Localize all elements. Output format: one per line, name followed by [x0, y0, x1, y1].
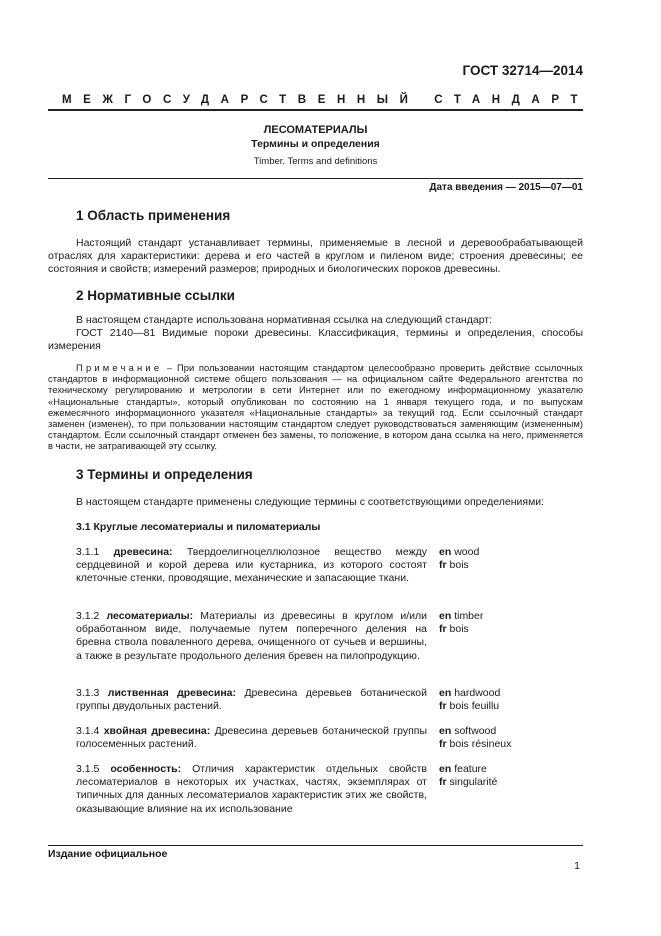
references-note — [48, 362, 583, 452]
term-name: древесина: — [113, 546, 173, 558]
term-translation-fr — [439, 776, 497, 789]
title-rule — [48, 178, 583, 179]
subsection-heading-round-timber: 3.1 Круглые лесоматериалы и пиломатериалы — [76, 521, 321, 533]
official-edition-label: Издание официальное — [48, 848, 168, 860]
term-translation-en — [439, 546, 479, 559]
term-name: особенность: — [110, 763, 182, 775]
section-heading-scope: 1 Область применения — [76, 208, 231, 223]
translation-fr: bois feuillu — [449, 700, 500, 712]
gost-number: ГОСТ 32714—2014 — [462, 63, 583, 78]
term-number: 3.1.1 — [76, 546, 100, 558]
scope-paragraph: Настоящий стандарт устанавливает термины, применяемые в лесной и деревообрабатывающей отраслях для характеристики: дерева и его частей в круглом и пиленом виде; строения древесины; ее состояния и свойств; измерений размеров; природных и биологических пороков древесины. — [48, 237, 583, 276]
term-number: 3.1.5 — [76, 763, 100, 775]
footer-rule — [48, 845, 583, 846]
terms-intro: В настоящем стандарте применены следующие термины с соответствующими определениями: — [76, 496, 545, 508]
note-text: – При пользовании настоящим стандартом целесообразно проверить действие ссылочных стандартов в информационной системе общего пользования — на официальном сайте Федерального агентства по техническому регулированию и метрологии в сети Интернет или по ежегодному информационному указателю «Национальные стандарты», который опубликован по состоянию на 1 января текущего года, и по выпускам ежемесячного информационного указателя «Национальные стандарты» за текущий год. Если ссылочный стандарт заменен (изменен), то при пользовании настоящим стандартом следует руководствоваться заменяющим (измененным) стандартом. Если ссылочный стандарт отменен без замены, то положение, в котором дана ссылка на него, применяется в части, не затрагивающей эту ссылку. — [48, 362, 583, 452]
term-name: лесоматериалы: — [106, 610, 194, 622]
lang-code-en: en — [439, 687, 452, 699]
section-heading-references: 2 Нормативные ссылки — [76, 288, 235, 303]
term-translation-fr — [439, 623, 469, 636]
term-definition: Древесина деревьев ботанической группы двудольных растений. — [76, 687, 428, 713]
term-translation-en — [439, 610, 483, 623]
lang-code-fr: fr — [439, 738, 447, 750]
translation-en: feature — [454, 763, 487, 775]
term-translation-en — [439, 725, 496, 738]
term-number: 3.1.3 — [76, 687, 100, 699]
terms-intro-line — [48, 496, 583, 509]
document-title: ЛЕСОМАТЕРИАЛЫ — [263, 124, 368, 136]
term-name: лиственная древесина: — [107, 687, 237, 699]
references-line-1 — [48, 314, 583, 327]
term-number: 3.1.4 — [76, 725, 100, 737]
term-translation-fr — [439, 700, 499, 713]
translation-en: timber — [454, 610, 484, 622]
reference-gost-2140: ГОСТ 2140—81 Видимые пороки древесины. Классификация, термины и определения, способы измерения — [48, 327, 583, 353]
lang-code-fr: fr — [439, 700, 447, 712]
document-subtitle: Термины и определения — [251, 138, 380, 150]
term-entry-softwood — [76, 725, 427, 751]
term-name: хвойная древесина: — [103, 725, 211, 737]
top-rule — [48, 109, 583, 111]
translation-en: wood — [454, 546, 480, 558]
standard-banner: МЕЖГОСУДАРСТВЕННЫЙ СТАНДАРТ — [62, 94, 590, 106]
lang-code-fr: fr — [439, 559, 447, 571]
term-definition: Твердоелигноцеллюлозное вещество между сердцевиной и корой дерева или кустарника, из которого состоят клеточные стенки, проводящие, механические и запасающие ткани. — [76, 546, 427, 585]
lang-code-en: en — [439, 610, 452, 622]
term-translation-fr — [439, 738, 511, 751]
term-definition: Древесина деревьев ботанической группы голосеменных растений. — [76, 725, 427, 751]
references-intro: В настоящем стандарте использована нормативная ссылка на следующий стандарт: — [76, 314, 493, 326]
term-translation-fr — [439, 559, 469, 572]
term-entry-feature — [76, 763, 427, 816]
lang-code-fr: fr — [439, 623, 447, 635]
introduction-date: Дата введения — 2015—07—01 — [429, 182, 583, 193]
section-scope-text — [48, 237, 583, 277]
term-number: 3.1.2 — [76, 610, 100, 622]
term-translation-en — [439, 763, 487, 776]
term-definition: Материалы из древесины в круглом и/или обработанном виде, получаемые путем поперечного деления на бревна ствола поваленного дерева, очищенного от сучьев и вершины, а также в результате продольного деления бревен на пилопродукцию. — [76, 610, 427, 662]
translation-fr: singularité — [449, 776, 498, 788]
term-entry-wood — [76, 546, 427, 586]
translation-fr: bois résineux — [449, 738, 512, 750]
term-entry-hardwood — [76, 687, 427, 713]
translation-fr: bois — [449, 623, 469, 635]
translation-fr: bois — [449, 559, 469, 571]
term-entry-timber — [76, 610, 427, 663]
note-label: Примечание — [76, 362, 163, 373]
term-translation-en — [439, 687, 500, 700]
lang-code-en: en — [439, 725, 452, 737]
term-definition: Отличия характеристик отдельных свойств лесоматериалов в некоторых их участках, частях, экземплярах от типичных для данных лесоматериалов характеристик этих же свойств, оказывающие влияние на их использование — [76, 763, 427, 815]
lang-code-fr: fr — [439, 776, 447, 788]
section-heading-terms: 3 Термины и определения — [76, 467, 253, 482]
lang-code-en: en — [439, 546, 452, 558]
page-number: 1 — [574, 860, 580, 872]
references-line-2 — [48, 327, 583, 353]
document-title-english: Timber. Terms and definitions — [253, 156, 378, 167]
translation-en: hardwood — [454, 687, 501, 699]
translation-en: softwood — [454, 725, 497, 737]
lang-code-en: en — [439, 763, 452, 775]
